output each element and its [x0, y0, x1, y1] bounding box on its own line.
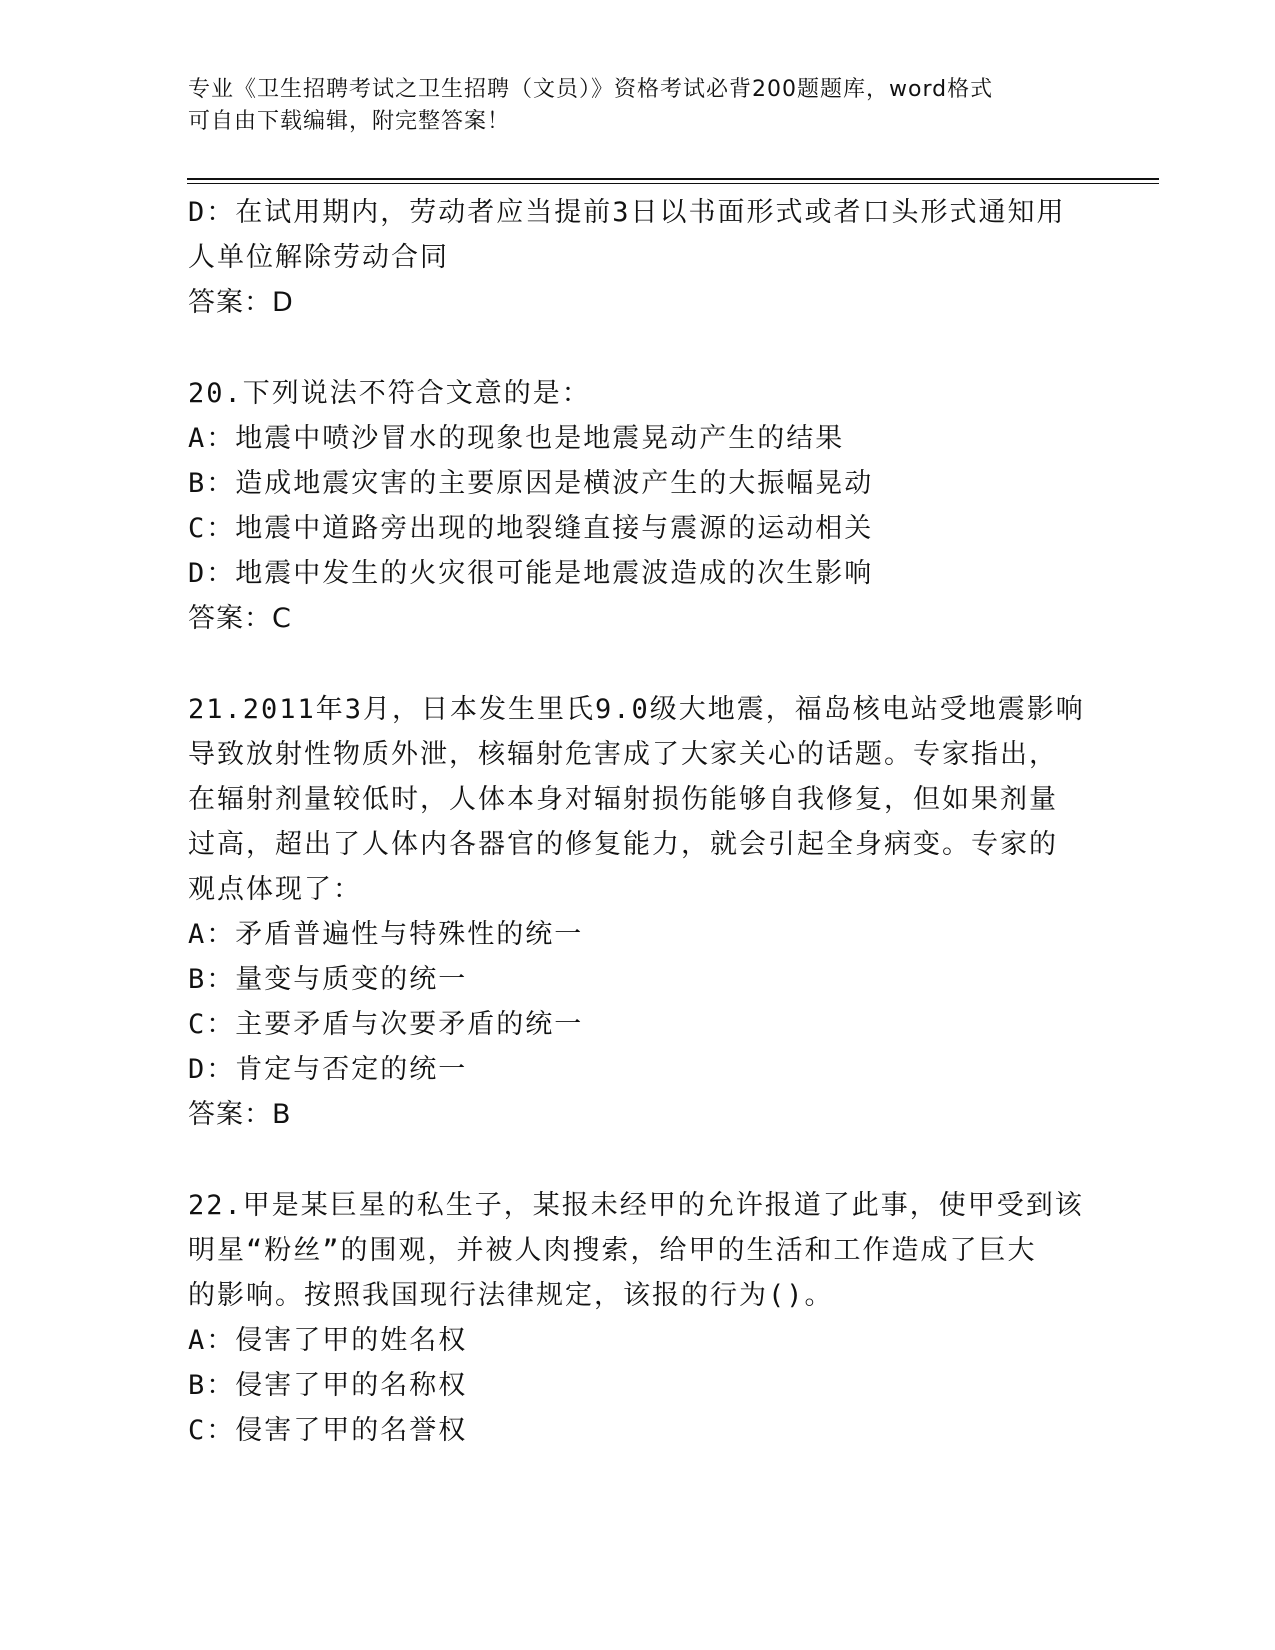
option-c: C：侵害了甲的名誉权 — [188, 1415, 468, 1446]
document-body — [188, 190, 1088, 1453]
question-stem-line-4: 过高，超出了人体内各器官的修复能力，就会引起全身病变。专家的 — [188, 829, 1058, 860]
option-b: B：造成地震灾害的主要原因是横波产生的大振幅晃动 — [188, 468, 874, 499]
option-c: C：地震中道路旁出现的地裂缝直接与震源的运动相关 — [188, 513, 874, 544]
option-d: D：肯定与否定的统一 — [188, 1054, 468, 1085]
spacer — [188, 641, 1088, 687]
question-stem-line-3: 在辐射剂量较低时，人体本身对辐射损伤能够自我修复，但如果剂量 — [188, 784, 1058, 815]
option-c: C：主要矛盾与次要矛盾的统一 — [188, 1009, 584, 1040]
spacer — [188, 1137, 1088, 1183]
question-stem-line-5: 观点体现了： — [188, 874, 362, 905]
question-stem-line-2: 明星“粉丝”的围观，并被人肉搜索，给甲的生活和工作造成了巨大 — [188, 1235, 1037, 1266]
spacer — [188, 325, 1088, 371]
question-stem: 20.下列说法不符合文意的是： — [188, 378, 591, 409]
option-d: D：地震中发生的火灾很可能是地震波造成的次生影响 — [188, 558, 874, 589]
answer: 答案：D — [188, 287, 294, 318]
option-d-line-2: 人单位解除劳动合同 — [188, 242, 449, 273]
option-d-line-1: D：在试用期内，劳动者应当提前3日以书面形式或者口头形式通知用 — [188, 197, 1066, 228]
option-a: A：矛盾普遍性与特殊性的统一 — [188, 919, 584, 950]
header-line-1: 专业《卫生招聘考试之卫生招聘（文员）》资格考试必背200题题库，word格式 — [188, 77, 994, 102]
answer: 答案：B — [188, 1099, 292, 1130]
document-header — [188, 74, 1088, 138]
question-stem-line-2: 导致放射性物质外泄，核辐射危害成了大家关心的话题。专家指出， — [188, 739, 1058, 770]
question-stem-line-1: 22.甲是某巨星的私生子，某报未经甲的允许报道了此事，使甲受到该 — [188, 1190, 1084, 1221]
question-19-tail — [188, 190, 1088, 325]
option-a: A：地震中喷沙冒水的现象也是地震晃动产生的结果 — [188, 423, 845, 454]
question-21 — [188, 687, 1088, 1137]
question-20 — [188, 371, 1088, 641]
answer: 答案：C — [188, 603, 292, 634]
header-divider-thin — [187, 183, 1159, 184]
option-b: B：侵害了甲的名称权 — [188, 1370, 468, 1401]
question-22 — [188, 1183, 1088, 1453]
question-stem-line-1: 21.2011年3月，日本发生里氏9.0级大地震，福岛核电站受地震影响 — [188, 694, 1085, 725]
header-divider-thick — [187, 178, 1159, 180]
header-line-2: 可自由下载编辑，附完整答案！ — [188, 109, 511, 134]
option-b: B：量变与质变的统一 — [188, 964, 468, 995]
option-a: A：侵害了甲的姓名权 — [188, 1325, 468, 1356]
question-stem-line-3: 的影响。按照我国现行法律规定，该报的行为()。 — [188, 1280, 834, 1311]
